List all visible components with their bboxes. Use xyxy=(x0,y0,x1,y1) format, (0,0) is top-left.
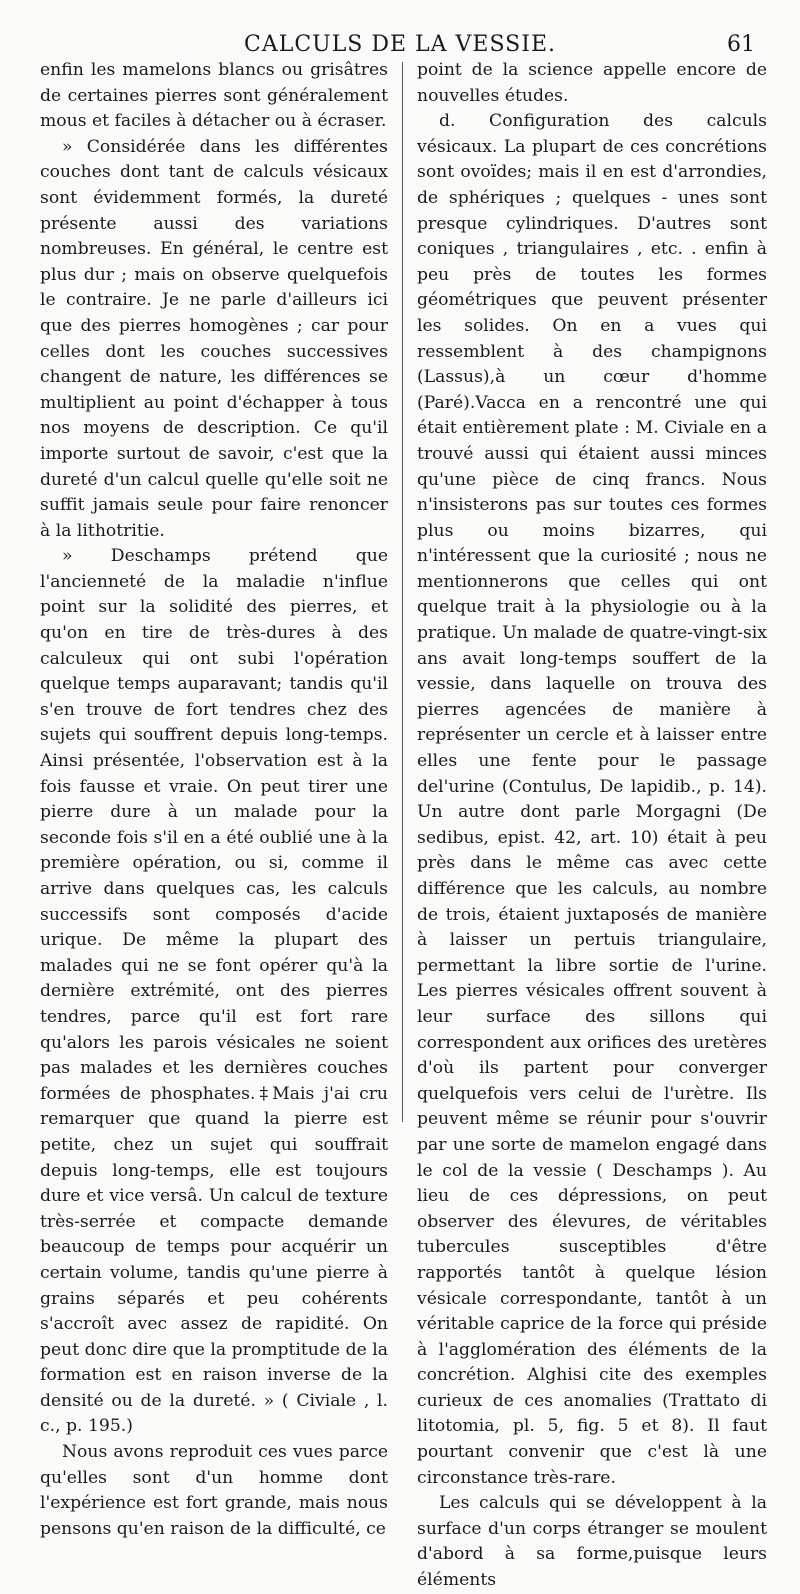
paragraph: Nous avons reproduit ces vues parce qu'elles sont d'un homme dont l'expérience est fort grande, mais nous pensons qu'en raison de la difficulté, ce xyxy=(40,1442,388,1539)
paragraph: Les calculs qui se développent à la surface d'un corps étranger se moulent d'abord à sa forme,puisque leurs éléments xyxy=(417,1493,767,1591)
left-column xyxy=(40,58,388,1542)
right-column xyxy=(417,58,767,1594)
paragraph: point de la science appelle encore de nouvelles études. xyxy=(417,60,767,106)
running-title: CALCULS DE LA VESSIE. xyxy=(243,32,556,57)
paragraph: d. Configuration des calculs vésicaux. La plupart de ces concrétions sont ovoïdes; mais il en est d'arrondies, de sphériques ; quelques - unes sont presque cylindriques. D'autres sont coniques , triangulaires , etc. . enfin à peu près de toutes les formes géométriques que peuvent présenter les solides. On en a vues qui ressemblent à des champignons (Lassus),à un cœur d'homme (Paré).Vacca en a rencontré une qui était entièrement plate : M. Civiale en a trouvé aussi qui étaient aussi minces qu'une pièce de cinq francs. Nous n'insisterons pas sur toutes ces formes plus ou moins bizarres, qui n'intéressent que la curiosité ; nous ne mentionnerons que celles qui ont quelque trait à la physiologie ou à la pratique. Un malade de quatre-vingt-six ans avait long-temps souffert de la vessie, dans laquelle on trouva des pierres agencées de manière à représenter un cercle et à laisser entre elles une fente pour le passage del'urine (Contulus, De lapidib., p. 14). Un autre dont parle Morgagni (De sedibus, epist. 42, art. 10) était à peu près dans le même cas avec cette différence que les calculs, au nombre de trois, étaient juxtaposés de manière à laisser un pertuis triangulaire, permettant la libre sortie de l'urine. Les pierres vésicales offrent souvent à leur surface des sillons qui correspondent aux orifices des uretères d'où ils partent pour converger quelquefois vers celui de l'urètre. Ils peuvent même se réunir pour s'ouvrir par une sorte de mamelon engagé dans le col de la vessie ( Deschamps ). Au lieu de ces dépressions, on peut observer des élevures, de véritables tubercules susceptibles d'être rapportés tantôt à quelque lésion vésicale correspondante, tantôt à un véritable caprice de la force qui préside à l'agglomération des éléments de la concrétion. Alghisi cite des exemples curieux de ces anomalies (Trattato di litotomia, pl. 5, fig. 5 et 8). Il faut pourtant convenir que c'est là une circonstance très-rare. xyxy=(417,111,767,1488)
page-number: 61 xyxy=(727,32,755,57)
paragraph: » Deschamps prétend que l'ancienneté de la maladie n'influe point sur la solidité des pierres, et qu'on en tire de très-dures à des calculeux qui ont subi l'opération quelque temps auparavant; tandis qu'il s'en trouve de fort tendres chez des sujets qui souffrent depuis long-temps. Ainsi présentée, l'observation est à la fois fausse et vraie. On peut tirer une pierre dure à un malade pour la seconde fois s'il en a été oublié une à la première opération, ou si, comme il arrive dans quelques cas, les calculs successifs sont composés d'acide urique. De même la plupart des malades qui ne se font opérer qu'à la dernière extrémité, ont des pierres tendres, parce qu'il est fort rare qu'alors les parois vésicales ne soient pas malades et les dernières couches formées de phosphates.‡Mais j'ai cru remarquer que quand la pierre est petite, chez un sujet qui souffrait depuis long-temps, elle est toujours dure et vice versâ. Un calcul de texture très-serrée et compacte demande beaucoup de temps pour acquérir un certain volume, tandis qu'une pierre à grains séparés et peu cohérents s'accroît avec assez de rapidité. On peut donc dire que la promptitude de la formation est en raison inverse de la densité ou de la dureté. » ( Civiale , l. c., p. 195.) xyxy=(40,546,388,1437)
paragraph: enfin les mamelons blancs ou grisâtres de certaines pierres sont généralement mous et faciles à détacher ou à écraser. xyxy=(40,60,388,132)
column-divider xyxy=(402,62,403,1122)
paragraph: » Considérée dans les différentes couches dont tant de calculs vésicaux sont évidemment formés, la dureté présente aussi des variations nombreuses. En général, le centre est plus dur ; mais on observe quelquefois le contraire. Je ne parle d'ailleurs ici que des pierres homogènes ; car pour celles dont les couches successives changent de nature, les différences se multiplient au point d'échapper à tous nos moyens de description. Ce qu'il importe surtout de savoir, c'est que la dureté d'un calcul quelle qu'elle soit ne suffit jamais seule pour faire renoncer à la lithotritie. xyxy=(40,136,388,541)
